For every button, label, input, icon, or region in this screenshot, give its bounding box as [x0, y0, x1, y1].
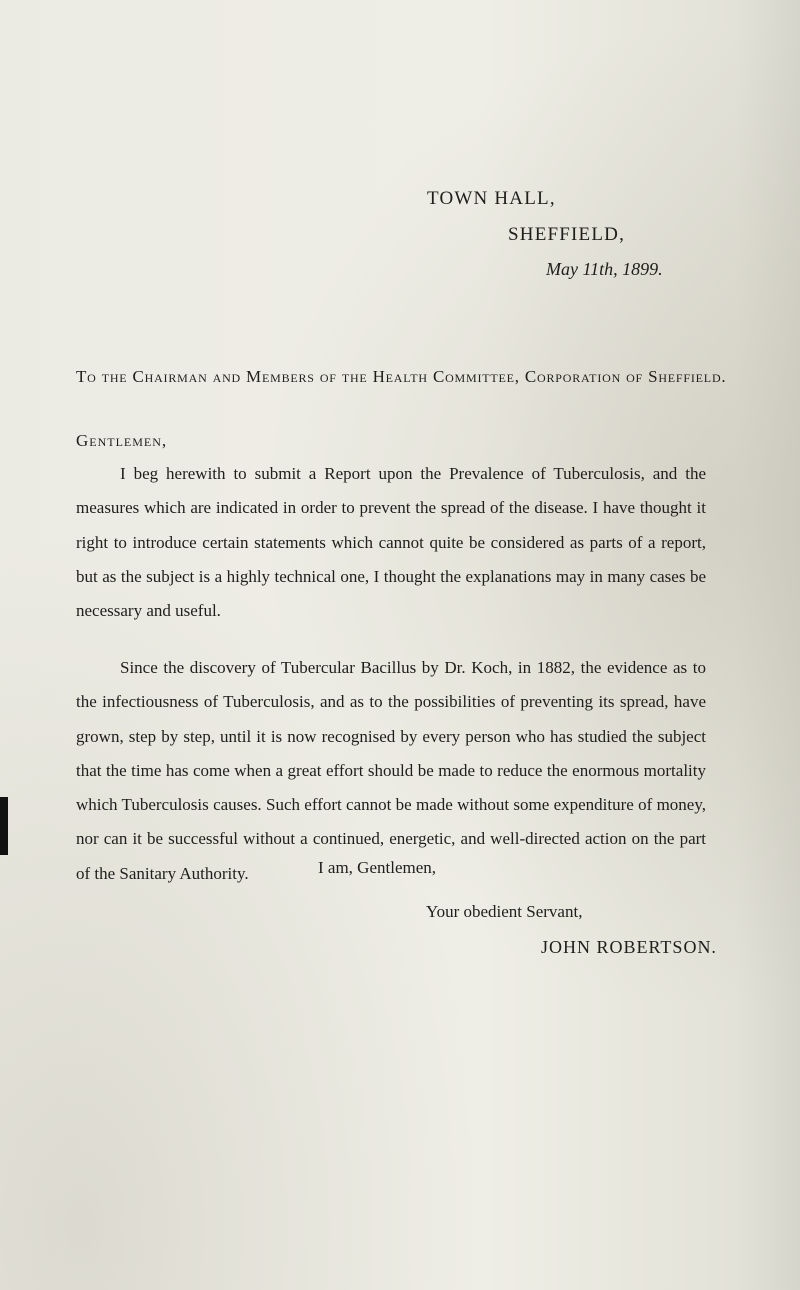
body-paragraph-1: I beg herewith to submit a Report upon the Prevalence of Tuberculosis, and the measures which are indicated in order to prevent the spread of the disease. I have thought it right to introduce certain statements which cannot quite be considered as parts of a report, but as the subject is a highly technical one, I thought the explanations may in many cases be necessary and useful. — [76, 464, 706, 621]
body-paragraph-2: Since the discovery of Tubercular Bacillus by Dr. Koch, in 1882, the evidence as to the infectiousness of Tuberculosis, and as to the possibilities of preventing its spread, have grown, step by step, until it is now recognised by every person who has studied the subject that the time has come when a great effort should be made to reduce the enormous mortality which Tuberculosis causes. Such effort cannot be made without some expenditure of money, nor can it be successful without a continued, energetic, and well-directed action on the part of the Sanitary Authority. — [76, 658, 706, 883]
closing-line: I am, Gentlemen, — [318, 858, 437, 877]
scan-edge-mark — [0, 797, 8, 855]
letterhead-city: SHEFFIELD, — [508, 224, 626, 245]
signature: JOHN ROBERTSON. — [541, 937, 717, 957]
addressee-line: To the Chairman and Members of the Health Committee, Corporation of Sheffield. — [76, 367, 727, 386]
letterhead-town-hall: TOWN HALL, — [427, 188, 556, 209]
salutation: Gentlemen, — [76, 431, 168, 450]
letter-date: May 11th, 1899. — [546, 259, 663, 279]
valediction: Your obedient Servant, — [426, 902, 583, 921]
